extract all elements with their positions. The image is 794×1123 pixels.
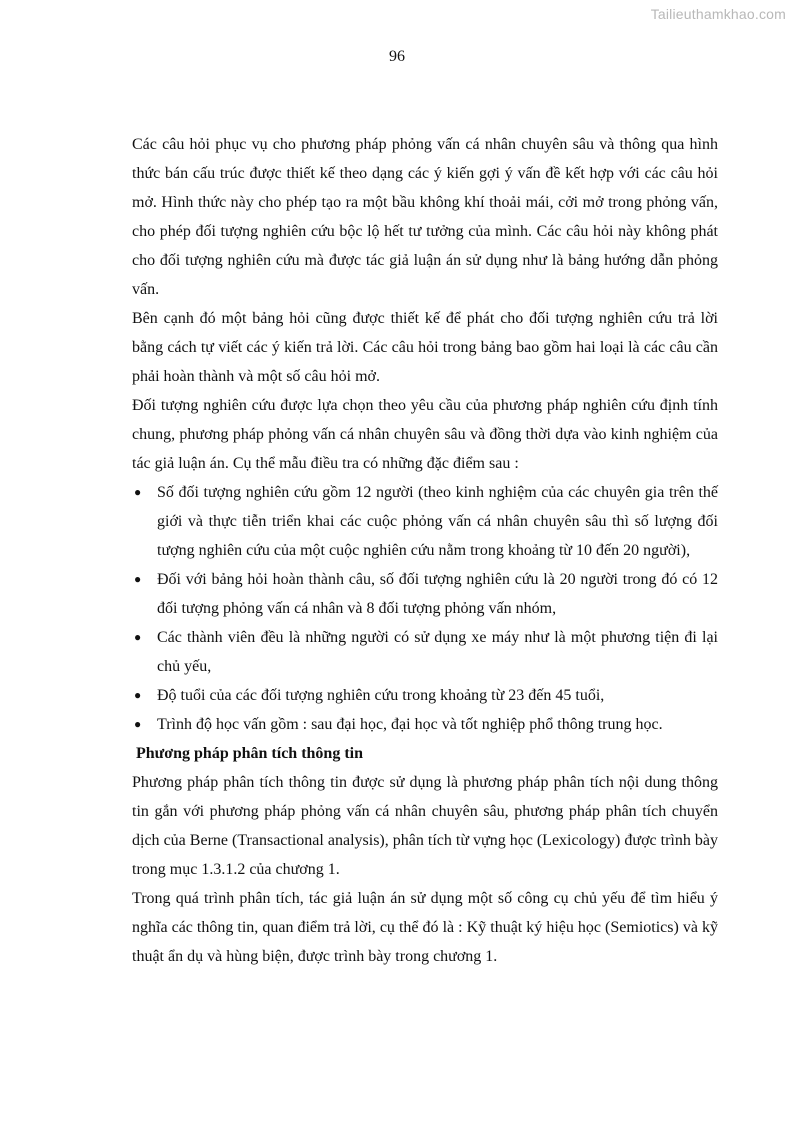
list-item [132,565,718,623]
bullet-icon: ● [134,688,142,702]
watermark: Tailieuthamkhao.com [650,6,786,22]
bullet-icon: ● [134,717,142,731]
paragraph-questionnaire: Bên cạnh đó một bảng hỏi cũng được thiết kế để phát cho đối tượng nghiên cứu trả lời bằng cách tự viết các ý kiến trả lời. Các câu hỏi trong bảng bao gồm hai loại là các câu cần phải hoàn thành và một số câu hỏi mở. [132,310,718,385]
bullet-icon: ● [134,572,142,586]
bullet-icon: ● [134,630,142,644]
sample-characteristics-list [132,478,718,739]
list-item [132,623,718,681]
paragraph-analysis-method: Phương pháp phân tích thông tin được sử dụng là phương pháp phân tích nội dung thông tin gắn với phương pháp phỏng vấn cá nhân chuyên sâu, phương pháp phân tích chuyển dịch của Berne (Transactional analysis), phân tích từ vựng học (Lexicology) được trình bày trong mục 1.3.1.2 của chương 1. [132,774,718,878]
list-item-text: Các thành viên đều là những người có sử dụng xe máy như là một phương tiện đi lại chủ yếu, [157,629,718,675]
section-heading: Phương pháp phân tích thông tin [136,745,363,762]
list-item [132,710,718,739]
page-number: 96 [389,48,405,65]
paragraph-analysis-tools: Trong quá trình phân tích, tác giả luận án sử dụng một số công cụ chủ yếu để tìm hiểu ý nghĩa các thông tin, quan điểm trả lời, cụ thể đó là : Kỹ thuật ký hiệu học (Semiotics) và kỹ thuật ẩn dụ và hùng biện, được trình bày trong chương 1. [132,890,718,965]
list-item-text: Độ tuổi của các đối tượng nghiên cứu trong khoảng từ 23 đến 45 tuổi, [157,687,605,704]
list-item-text: Đối với bảng hỏi hoàn thành câu, số đối tượng nghiên cứu là 20 người trong đó có 12 đối tượng phỏng vấn cá nhân và 8 đối tượng phỏng vấn nhóm, [157,571,718,617]
bullet-icon: ● [134,485,142,499]
list-item [132,681,718,710]
document-body [132,130,718,971]
list-item-text: Trình độ học vấn gồm : sau đại học, đại học và tốt nghiệp phổ thông trung học. [157,716,663,733]
paragraph-sample-selection: Đối tượng nghiên cứu được lựa chọn theo yêu cầu của phương pháp nghiên cứu định tính chung, phương pháp phỏng vấn cá nhân chuyên sâu và đồng thời dựa vào kinh nghiệm của tác giả luận án. Cụ thể mẫu điều tra có những đặc điểm sau : [132,397,718,472]
list-item [132,478,718,565]
list-item-text: Số đối tượng nghiên cứu gồm 12 người (theo kinh nghiệm của các chuyên gia trên thế giới và thực tiễn triển khai các cuộc phỏng vấn cá nhân chuyên sâu thì số lượng đối tượng nghiên cứu của một cuộc nghiên cứu nằm trong khoảng từ 10 đến 20 người), [157,484,718,559]
paragraph-interview-questions: Các câu hỏi phục vụ cho phương pháp phỏng vấn cá nhân chuyên sâu và thông qua hình thức bán cấu trúc được thiết kế theo dạng các ý kiến gợi ý vấn đề kết hợp với các câu hỏi mở. Hình thức này cho phép tạo ra một bầu không khí thoải mái, cởi mở trong phỏng vấn, cho phép đối tượng nghiên cứu bộc lộ hết tư tưởng của mình. Các câu hỏi này không phát cho đối tượng nghiên cứu mà được tác giả luận án sử dụng như là bảng hướng dẫn phỏng vấn. [132,136,718,298]
